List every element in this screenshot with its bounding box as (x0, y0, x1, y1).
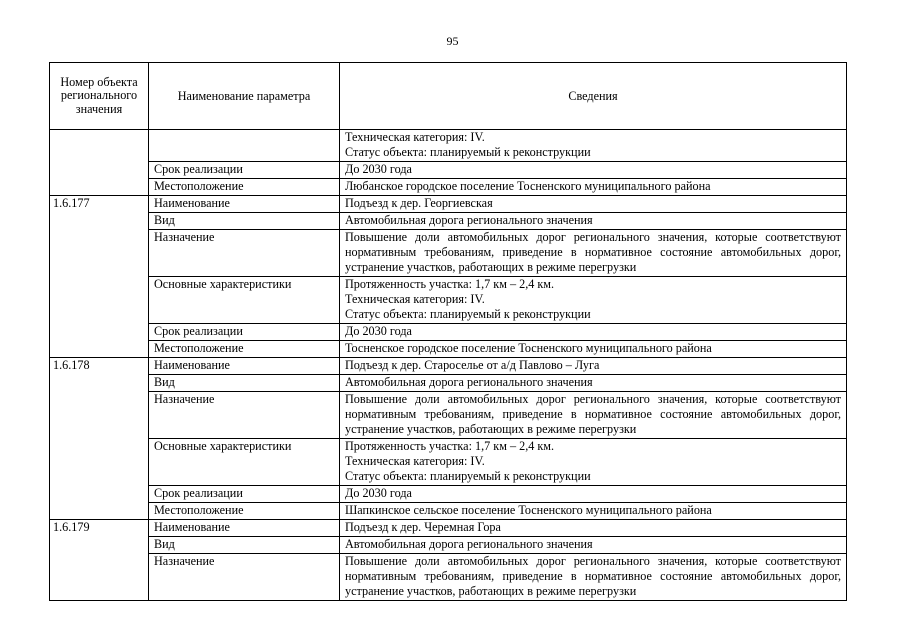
info-line: Статус объекта: планируемый к реконструкции (345, 145, 591, 159)
info-line: Повышение доли автомобильных дорог регионального значения, которые соответствуют нормативным требованиям, приведение в нормативное состояние автомобильных дорог, устранение участков, работающих в режиме перегрузки (345, 554, 841, 598)
parameter-name-cell: Основные характеристики (149, 439, 340, 486)
parameter-name-cell: Наименование (149, 520, 340, 537)
table-row (50, 375, 847, 392)
parameter-name-cell: Назначение (149, 392, 340, 439)
table-row (50, 230, 847, 277)
object-number-cell: 1.6.177 (50, 196, 149, 358)
parameter-name-cell: Вид (149, 537, 340, 554)
info-cell (340, 358, 847, 375)
info-line: Подъезд к дер. Георгиевская (345, 196, 493, 210)
info-cell (340, 520, 847, 537)
object-parameters-table (49, 62, 847, 601)
info-line: Шапкинское сельское поселение Тосненского муниципального района (345, 503, 712, 517)
info-line: Подъезд к дер. Черемная Гора (345, 520, 501, 534)
info-line: Повышение доли автомобильных дорог регионального значения, которые соответствуют нормативным требованиям, приведение в нормативное состояние автомобильных дорог, устранение участков, работающих в режиме перегрузки (345, 392, 841, 436)
parameter-name-cell: Местоположение (149, 503, 340, 520)
table-row (50, 486, 847, 503)
info-line: Подъезд к дер. Староселье от а/д Павлово – Луга (345, 358, 600, 372)
info-cell (340, 196, 847, 213)
parameter-name-cell: Срок реализации (149, 324, 340, 341)
parameter-name-cell (149, 130, 340, 162)
parameter-name-cell: Основные характеристики (149, 277, 340, 324)
table-row (50, 439, 847, 486)
table-row (50, 341, 847, 358)
parameter-name-cell: Наименование (149, 358, 340, 375)
info-line: Автомобильная дорога регионального значения (345, 375, 593, 389)
parameter-name-cell: Наименование (149, 196, 340, 213)
info-cell (340, 375, 847, 392)
info-line: Техническая категория: IV. (345, 292, 485, 306)
info-line: Автомобильная дорога регионального значения (345, 537, 593, 551)
table-row (50, 358, 847, 375)
header-object-number: Номер объекта регионального значения (50, 63, 149, 130)
table-row (50, 503, 847, 520)
info-cell (340, 179, 847, 196)
table-row (50, 213, 847, 230)
parameter-name-cell: Вид (149, 375, 340, 392)
table-body (50, 130, 847, 601)
table-row (50, 162, 847, 179)
object-number-cell: 1.6.179 (50, 520, 149, 601)
info-line: Автомобильная дорога регионального значения (345, 213, 593, 227)
table-row (50, 179, 847, 196)
header-parameter-name: Наименование параметра (149, 63, 340, 130)
info-line: До 2030 года (345, 324, 412, 338)
info-cell (340, 439, 847, 486)
info-cell (340, 324, 847, 341)
info-cell (340, 537, 847, 554)
object-number-cell: 1.6.178 (50, 358, 149, 520)
info-line: Повышение доли автомобильных дорог регионального значения, которые соответствуют нормативным требованиям, приведение в нормативное состояние автомобильных дорог, устранение участков, работающих в режиме перегрузки (345, 230, 841, 274)
parameter-name-cell: Местоположение (149, 179, 340, 196)
table-row (50, 554, 847, 601)
info-line: Протяженность участка: 1,7 км – 2,4 км. (345, 439, 555, 453)
table-row (50, 520, 847, 537)
info-cell (340, 130, 847, 162)
header-info: Сведения (340, 63, 847, 130)
info-line: Протяженность участка: 1,7 км – 2,4 км. (345, 277, 555, 291)
info-line: Статус объекта: планируемый к реконструкции (345, 469, 591, 483)
info-line: Техническая категория: IV. (345, 454, 485, 468)
info-cell (340, 486, 847, 503)
info-cell (340, 341, 847, 358)
parameter-name-cell: Вид (149, 213, 340, 230)
info-cell (340, 554, 847, 601)
info-line: До 2030 года (345, 486, 412, 500)
info-cell (340, 230, 847, 277)
parameter-name-cell: Срок реализации (149, 162, 340, 179)
parameter-name-cell: Назначение (149, 554, 340, 601)
info-cell (340, 213, 847, 230)
parameter-name-cell: Срок реализации (149, 486, 340, 503)
parameter-name-cell: Назначение (149, 230, 340, 277)
table-header-row (50, 63, 847, 130)
table-row (50, 324, 847, 341)
page-number: 95 (446, 34, 459, 48)
info-cell (340, 162, 847, 179)
object-number-cell (50, 130, 149, 196)
info-cell (340, 503, 847, 520)
table-row (50, 196, 847, 213)
table-row (50, 130, 847, 162)
info-line: До 2030 года (345, 162, 412, 176)
info-line: Тосненское городское поселение Тосненского муниципального района (345, 341, 712, 355)
table-row (50, 277, 847, 324)
table-row (50, 392, 847, 439)
table-row (50, 537, 847, 554)
info-line: Техническая категория: IV. (345, 130, 485, 144)
info-line: Любанское городское поселение Тосненского муниципального района (345, 179, 711, 193)
parameter-name-cell: Местоположение (149, 341, 340, 358)
info-cell (340, 277, 847, 324)
info-cell (340, 392, 847, 439)
info-line: Статус объекта: планируемый к реконструкции (345, 307, 591, 321)
